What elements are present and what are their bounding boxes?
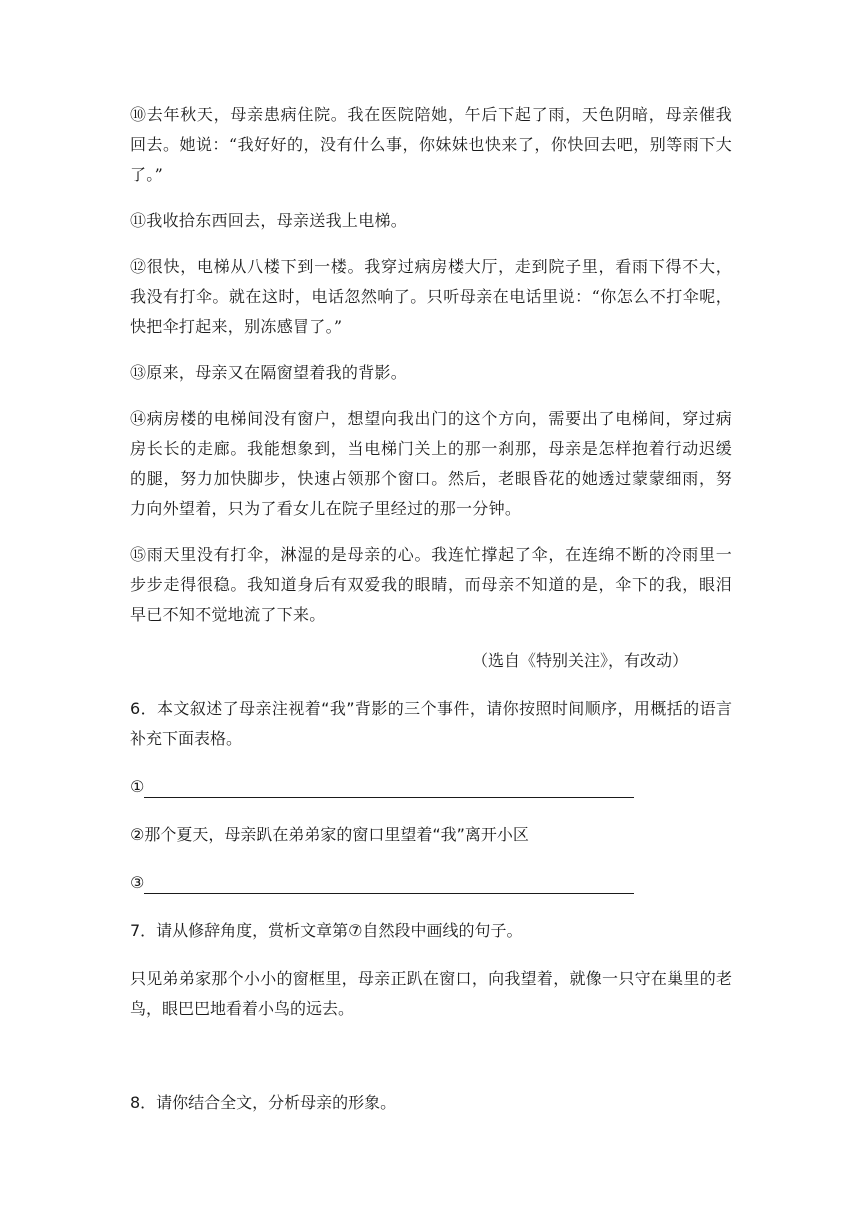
passage-paragraph-15: ⑮雨天里没有打伞，淋湿的是母亲的心。我连忙撑起了伞，在连绵不断的冷雨里一步步走得很稳。我知道身后有双爱我的眼睛，而母亲不知道的是，伞下的我，眼泪早已不知不觉地流了下来。	[130, 545, 732, 624]
question-8: 8．请你结合全文，分析母亲的形象。	[130, 1093, 397, 1112]
document-page	[130, 100, 732, 1136]
passage-paragraph-12: ⑫很快，电梯从八楼下到一楼。我穿过病房楼大厅，走到院子里，看雨下得不大，我没有打伞。就在这时，电话忽然响了。只听母亲在电话里说：“你怎么不打伞呢，快把伞打起来，别冻感冒了。”	[130, 257, 732, 336]
question-7-quote: 只见弟弟家那个小小的窗框里，母亲正趴在窗口，向我望着，就像一只守在巢里的老鸟，眼巴巴地看着小鸟的远去。	[130, 969, 732, 1018]
answer-line-2-text: ②那个夏天，母亲趴在弟弟家的窗口里望着“我”离开小区	[130, 825, 529, 844]
answer-blank-3[interactable]	[144, 871, 634, 894]
passage-paragraph-11: ⑪我收拾东西回去，母亲送我上电梯。	[130, 211, 408, 230]
question-6: 6．本文叙述了母亲注视着“我”背影的三个事件，请你按照时间顺序，用概括的语言补充下面表格。	[130, 699, 732, 748]
passage-paragraph-10: ⑩去年秋天，母亲患病住院。我在医院陪她，午后下起了雨，天色阴暗，母亲催我回去。她说：“我好好的，没有什么事，你妹妹也快来了，你快回去吧，别等雨下大了。”	[130, 105, 732, 184]
answer-line-3[interactable]	[130, 868, 732, 898]
source-citation: （选自《特别关注》，有改动）	[471, 651, 688, 670]
answer-line-3-number: ③	[130, 873, 145, 892]
answer-line-1[interactable]	[130, 772, 732, 802]
answer-blank-1[interactable]	[144, 775, 634, 798]
answer-space	[130, 1042, 732, 1088]
question-7: 7．请从修辞角度，赏析文章第⑦自然段中画线的句子。	[130, 921, 523, 940]
passage-paragraph-13: ⑬原来，母亲又在隔窗望着我的背影。	[130, 363, 408, 382]
answer-line-2	[130, 820, 732, 850]
passage-paragraph-14: ⑭病房楼的电梯间没有窗户，想望向我出门的这个方向，需要出了电梯间，穿过病房长长的走廊。我能想象到，当电梯门关上的那一刹那，母亲是怎样抱着行动迟缓的腿，努力加快脚步，快速占领那个窗口。然后，老眼昏花的她透过蒙蒙细雨，努力向外望着，只为了看女儿在院子里经过的那一分钟。	[130, 409, 732, 518]
answer-line-1-number: ①	[130, 777, 145, 796]
